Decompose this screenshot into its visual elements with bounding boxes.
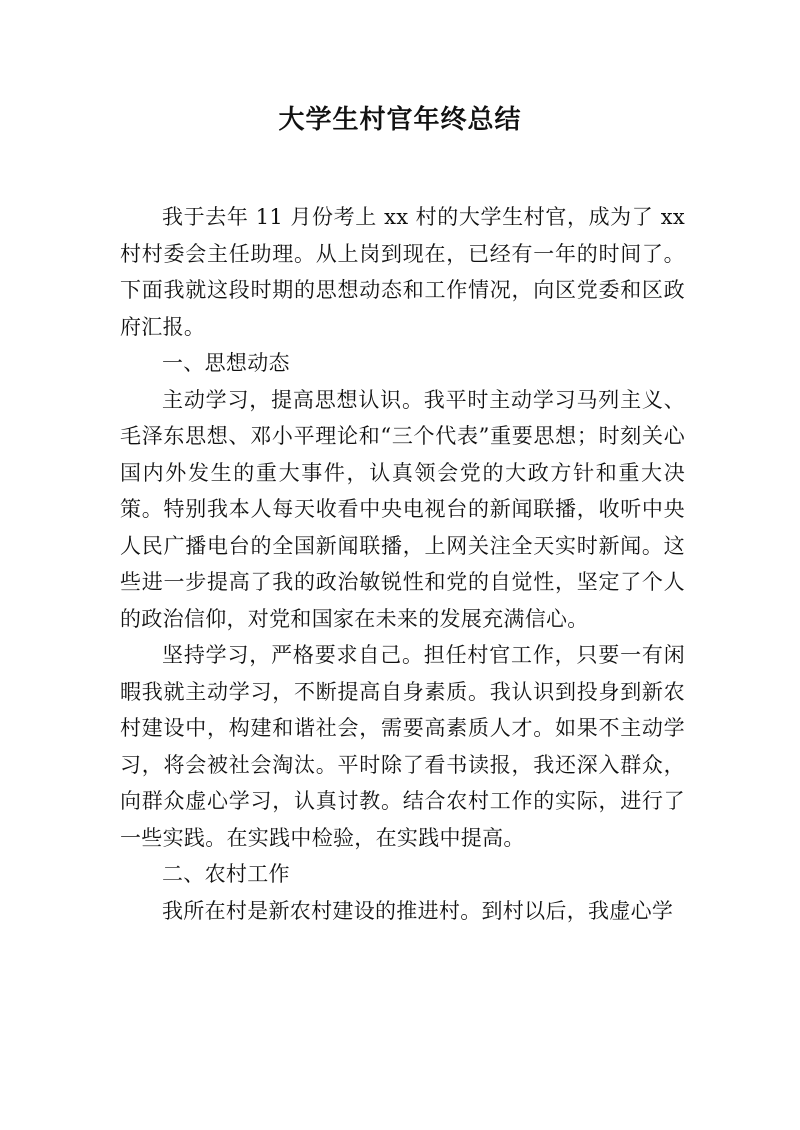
intro-paragraph: 我于去年 11 月份考上 xx 村的大学生村官，成为了 xx 村村委会主任助理。从上岗到现在，已经有一年的时间了。下面我就这段时期的思想动态和工作情况，向区党委和区政府汇报。 (120, 205, 685, 339)
section-heading-work: 二、农村工作 (162, 862, 290, 886)
document-title: 大学生村官年终总结 (278, 105, 522, 135)
work-paragraph: 我所在村是新农村建设的推进村。到村以后，我虚心学 (162, 898, 674, 923)
self-discipline-paragraph: 坚持学习，严格要求自己。担任村官工作，只要一有闲暇我就主动学习，不断提高自身素质。我认识到投身到新农村建设中，构建和谐社会，需要高素质人才。如果不主动学习，将会被社会淘汰。平时除了看书读报，我还深入群众，向群众虚心学习，认真讨教。结合农村工作的实际，进行了一些实践。在实践中检验，在实践中提高。 (120, 643, 685, 850)
section-heading-thought: 一、思想动态 (162, 351, 290, 375)
study-paragraph: 主动学习，提高思想认识。我平时主动学习马列主义、毛泽东思想、邓小平理论和“三个代表”重要思想；时刻关心国内外发生的重大事件，认真领会党的大政方针和重大决策。特别我本人每天收看中央电视台的新闻联播，收听中央人民广播电台的全国新闻联播，上网关注全天实时新闻。这些进一步提高了我的政治敏锐性和党的自觉性，坚定了个人的政治信仰，对党和国家在未来的发展充满信心。 (120, 387, 685, 631)
document-body (120, 199, 685, 929)
